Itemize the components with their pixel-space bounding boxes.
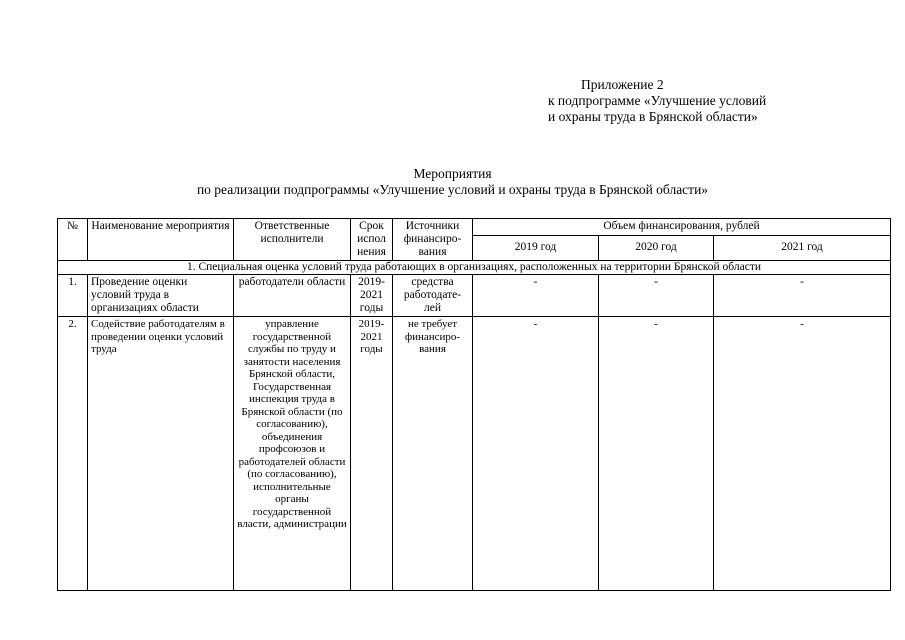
title-line-1: Мероприятия — [413, 166, 492, 181]
row-term: 2019-2021 годы — [351, 317, 393, 591]
row-num: 1. — [58, 275, 88, 317]
section-row: 1. Специальная оценка условий труда работающих в организациях, расположенных на территории Брянской области — [58, 261, 891, 275]
row-sources: не требует финансиро-вания — [393, 317, 473, 591]
row-executors: управление государственной службы по труду и занятости населения Брянской области, Государственная инспекция труда в Брянской области (по согласованию), объединения профсоюзов и работодателей области (по согласованию), исполнительные органы государственной власти, администрации — [234, 317, 351, 591]
header-sources: Источники финансиро-вания — [393, 219, 473, 261]
header-year-2019: 2019 год — [473, 235, 599, 260]
header-term: Срок испол нения — [351, 219, 393, 261]
row-2021: - — [714, 275, 891, 317]
table-row — [58, 275, 891, 317]
row-executors: работодатели области — [234, 275, 351, 317]
header-executors: Ответственные исполнители — [234, 219, 351, 261]
title-line-2: по реализации подпрограммы «Улучшение условий и охраны труда в Брянской области» — [196, 182, 709, 197]
row-2019: - — [473, 317, 599, 591]
appendix-header — [505, 77, 835, 125]
row-term: 2019-2021 годы — [351, 275, 393, 317]
appendix-line-3: и охраны труда в Брянской области» — [548, 109, 758, 124]
header-funding: Объем финансирования, рублей — [473, 219, 891, 236]
row-2020: - — [599, 275, 714, 317]
appendix-line-2: к подпрограмме «Улучшение условий — [548, 93, 767, 108]
row-2019: - — [473, 275, 599, 317]
table-row — [58, 317, 891, 591]
row-num: 2. — [58, 317, 88, 591]
row-name: Содействие работодателям в проведении оценки условий труда — [88, 317, 234, 591]
row-name: Проведение оценки условий труда в организациях области — [88, 275, 234, 317]
measures-table — [57, 218, 891, 591]
row-2021: - — [714, 317, 891, 591]
header-year-2020: 2020 год — [599, 235, 714, 260]
appendix-line-1: Приложение 2 — [581, 77, 664, 92]
document-title — [0, 166, 905, 198]
header-year-2021: 2021 год — [714, 235, 891, 260]
row-sources: средства работодате-лей — [393, 275, 473, 317]
row-2020: - — [599, 317, 714, 591]
header-num: № — [58, 219, 88, 261]
header-name: Наименование мероприятия — [88, 219, 234, 261]
